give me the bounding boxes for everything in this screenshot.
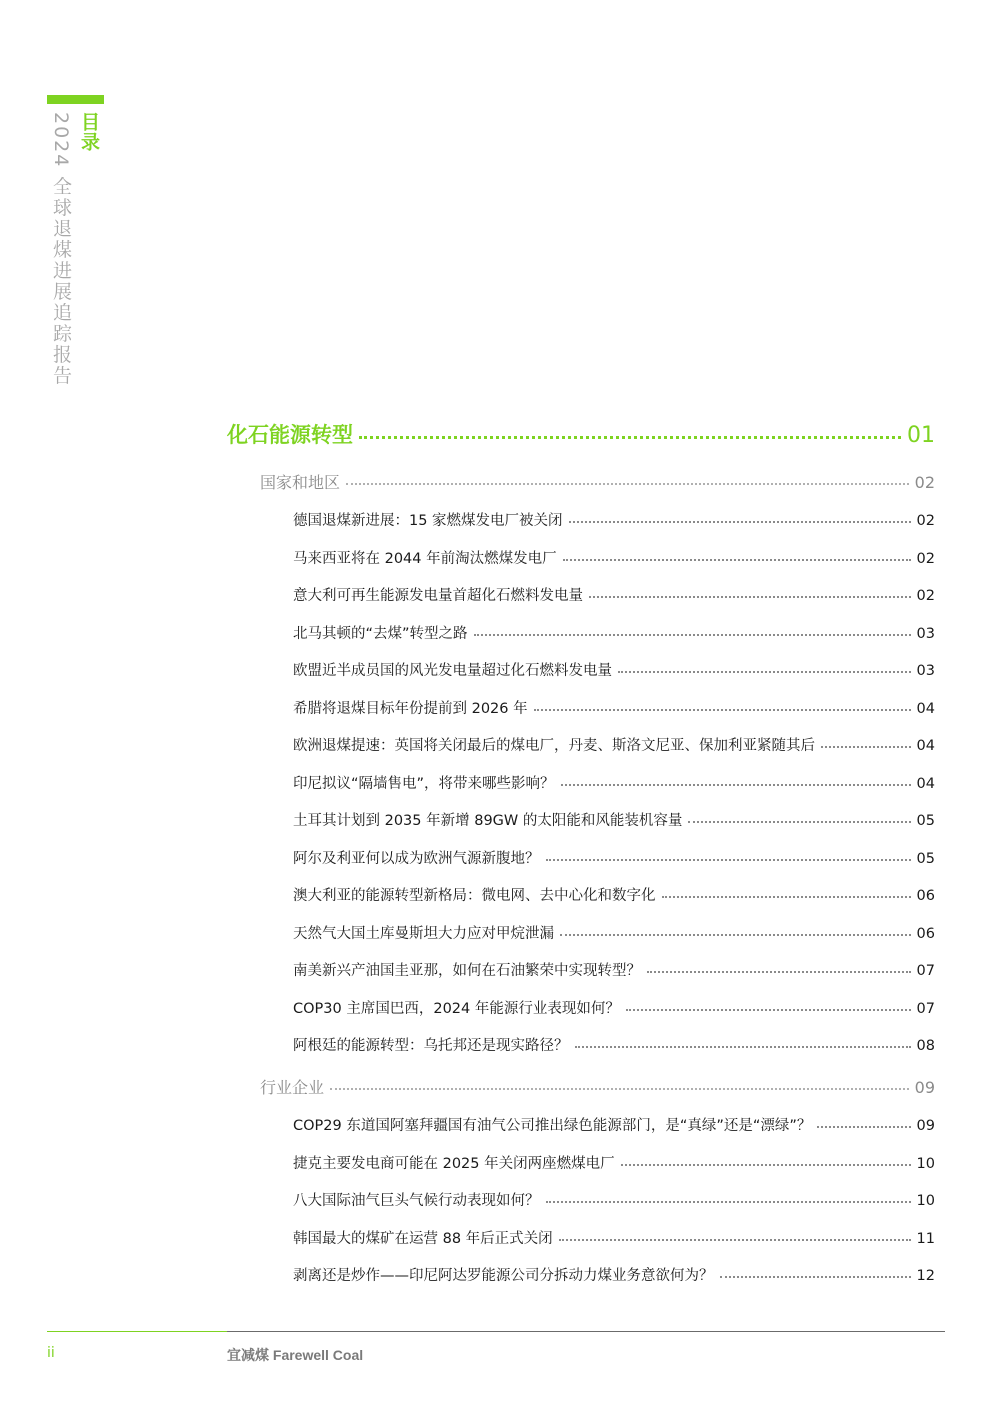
dot-leader: [330, 1087, 909, 1090]
toc-entry[interactable]: [293, 1227, 935, 1248]
toc-entry[interactable]: [293, 509, 935, 530]
dot-leader: [720, 1275, 911, 1278]
toc-entry-page: 05: [916, 850, 935, 867]
toc-entry[interactable]: [293, 584, 935, 605]
toc-entry-title: 北马其顿的“去煤”转型之路: [293, 625, 468, 642]
toc-entry-title: 欧洲退煤提速：英国将关闭最后的煤电厂，丹麦、斯洛文尼亚、保加利亚紧随其后: [293, 738, 815, 754]
toc-entry-title: 马来西亚将在 2044 年前淘汰燃煤发电厂: [293, 550, 557, 567]
toc-entry-page: 02: [916, 550, 935, 567]
dot-leader: [546, 858, 911, 861]
toc-entry-page: 09: [916, 1118, 935, 1134]
toc-section[interactable]: [227, 419, 935, 449]
toc-entry-page: 04: [916, 700, 935, 717]
dot-leader: [534, 708, 911, 711]
toc-entry[interactable]: [293, 922, 935, 943]
toc-entry-page: 08: [916, 1038, 935, 1054]
toc-entry-page: 12: [916, 1268, 935, 1284]
toc-entry-title: 澳大利亚的能源转型新格局：微电网、去中心化和数字化: [293, 888, 656, 904]
dot-leader: [569, 520, 911, 523]
toc-entry[interactable]: [293, 847, 935, 868]
dot-leader: [589, 595, 911, 598]
toc-section-title: 化石能源转型: [227, 423, 353, 447]
toc-entry-title: 意大利可再生能源发电量首超化石燃料发电量: [293, 588, 583, 604]
dot-leader: [626, 1008, 911, 1011]
toc-entry-title: 欧盟近半成员国的风光发电量超过化石燃料发电量: [293, 663, 612, 679]
toc-entry-title: 印尼拟议“隔墙售电”，将带来哪些影响？: [293, 775, 555, 792]
toc-entry-title: 南美新兴产油国圭亚那，如何在石油繁荣中实现转型？: [293, 963, 641, 979]
footer-divider: [227, 1331, 945, 1332]
toc-entry-title: 八大国际油气巨头气候行动表现如何？: [293, 1193, 540, 1209]
dot-leader: [647, 970, 911, 973]
toc-entry-page: 05: [916, 813, 935, 829]
report-title: 2024 全球退煤进展追踪报告: [50, 112, 72, 387]
toc-entry[interactable]: [293, 659, 935, 680]
dot-leader: [346, 482, 909, 485]
dot-leader: [559, 1238, 911, 1241]
footer-divider-accent: [47, 1331, 227, 1332]
dot-leader: [688, 820, 910, 823]
toc-entry-page: 03: [916, 625, 935, 642]
toc-entry-title: 捷克主要发电商可能在 2025 年关闭两座燃煤电厂: [293, 1155, 615, 1172]
toc-group-title: 国家和地区: [260, 473, 341, 492]
toc-group-page: 09: [914, 1078, 935, 1097]
toc-section-page: 01: [907, 423, 935, 448]
toc-entry-title: 阿根廷的能源转型：乌托邦还是现实路径？: [293, 1038, 569, 1054]
toc-entry[interactable]: [293, 1034, 935, 1055]
toc-entry[interactable]: [293, 547, 935, 568]
toc-entry-title: 剥离还是炒作——印尼阿达罗能源公司分拆动力煤业务意欲何为？: [293, 1268, 714, 1284]
toc-entry-page: 10: [916, 1155, 935, 1172]
toc-entry-title: 韩国最大的煤矿在运营 88 年后正式关闭: [293, 1230, 553, 1247]
toc-entry[interactable]: [293, 959, 935, 980]
dot-leader: [618, 670, 911, 673]
dot-leader: [560, 933, 911, 936]
toc-entry-page: 02: [916, 588, 935, 604]
toc-entry-page: 06: [916, 888, 935, 904]
toc-entry-title: 土耳其计划到 2035 年新增 89GW 的太阳能和风能装机容量: [293, 813, 683, 829]
toc-entry[interactable]: [293, 622, 935, 643]
toc-entry[interactable]: [293, 697, 935, 718]
toc-group-page: 02: [914, 473, 935, 492]
toc-entry[interactable]: [293, 1264, 935, 1285]
dot-leader: [662, 895, 911, 898]
page-number: ii: [47, 1345, 55, 1361]
toc-entry-page: 02: [916, 513, 935, 529]
dot-leader: [563, 558, 911, 561]
dot-leader: [474, 633, 911, 636]
toc-entry-page: 04: [916, 775, 935, 792]
toc-entry-title: 德国退煤新进展：15 家燃煤发电厂被关闭: [293, 513, 563, 529]
sidebar-accent-bar: [47, 95, 104, 104]
toc-entry-page: 06: [916, 925, 935, 942]
toc-entry-page: 07: [916, 1000, 935, 1017]
dot-leader: [359, 435, 901, 439]
toc-group-title: 行业企业: [260, 1078, 325, 1097]
toc-group[interactable]: [260, 470, 935, 493]
dot-leader: [546, 1200, 911, 1203]
dot-leader: [817, 1125, 910, 1128]
toc-entry[interactable]: [293, 809, 935, 830]
dot-leader: [821, 745, 911, 748]
toc-entry-page: 10: [916, 1193, 935, 1209]
toc-entry[interactable]: [293, 734, 935, 755]
toc-entry-title: COP30 主席国巴西，2024 年能源行业表现如何？: [293, 1000, 620, 1017]
toc-entry-title: COP29 东道国阿塞拜疆国有油气公司推出绿色能源部门，是“真绿”还是“漂绿”？: [293, 1118, 812, 1134]
toc-entry-page: 03: [916, 663, 935, 679]
toc-entry-title: 希腊将退煤目标年份提前到 2026 年: [293, 700, 528, 717]
toc-entry[interactable]: [293, 1114, 935, 1135]
toc-heading: 目录: [78, 112, 100, 152]
toc-entry-title: 阿尔及利亚何以成为欧洲气源新腹地？: [293, 850, 540, 867]
toc-entry[interactable]: [293, 1152, 935, 1173]
toc-entry[interactable]: [293, 1189, 935, 1210]
dot-leader: [561, 783, 911, 786]
toc-entry-page: 04: [916, 738, 935, 754]
dot-leader: [621, 1163, 911, 1166]
toc-group[interactable]: [260, 1075, 935, 1098]
brand-name: 宜减煤 Farewell Coal: [227, 1347, 364, 1363]
dot-leader: [575, 1045, 911, 1048]
toc-entry-page: 11: [916, 1230, 935, 1247]
toc-entry-page: 07: [916, 963, 935, 979]
toc-entry[interactable]: [293, 772, 935, 793]
toc-entry-title: 天然气大国土库曼斯坦大力应对甲烷泄漏: [293, 925, 554, 942]
toc-entry[interactable]: [293, 884, 935, 905]
toc-entry[interactable]: [293, 997, 935, 1018]
